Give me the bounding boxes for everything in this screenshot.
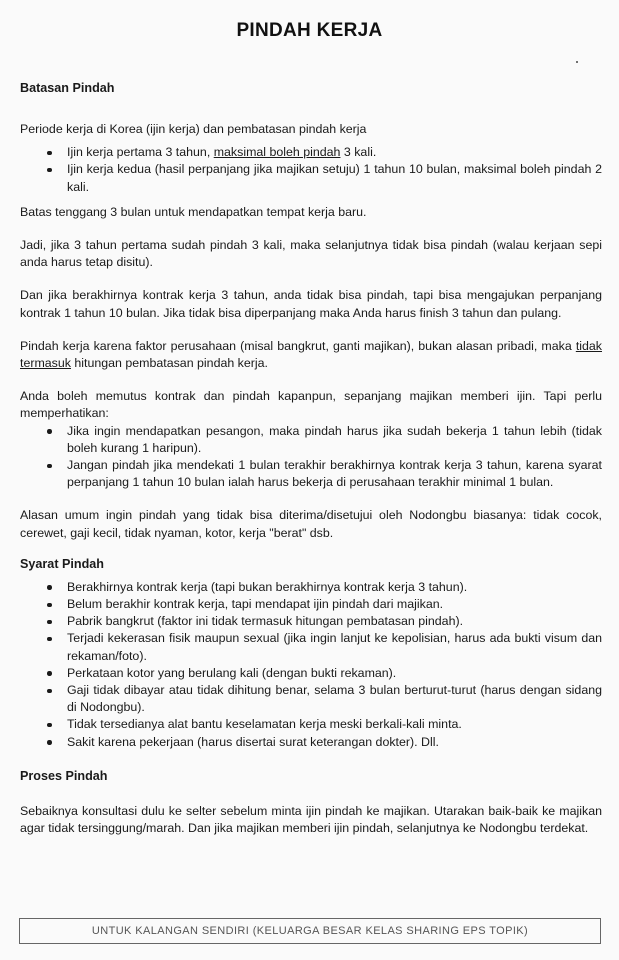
section-heading-syarat: Syarat Pindah [20, 556, 104, 571]
list-item: Gaji tidak dibayar atau tidak dihitung benar, selama 3 bulan berturut-turut (harus dengan sidang di Nodongbu). [20, 682, 602, 716]
paragraph: Alasan umum ingin pindah yang tidak bisa diterima/disetujui oleh Nodongbu biasanya: tidak cocok, cerewet, gaji kecil, tidak nyaman, kotor, kerja "berat" dsb. [20, 508, 602, 540]
paragraph: Anda boleh memutus kontrak dan pindah kapanpun, sepanjang majikan memberi ijin. Tapi perlu memperhatikan: [20, 389, 602, 421]
page-title: PINDAH KERJA [236, 20, 383, 41]
section-heading-batasan: Batasan Pindah [20, 81, 115, 95]
list-item: Jika ingin mendapatkan pesangon, maka pindah harus jika sudah bekerja 1 tahun lebih (tidak boleh kurang 1 haripun). [20, 423, 602, 457]
syarat-list [20, 579, 602, 751]
section-heading-proses: Proses Pindah [20, 768, 108, 783]
list-item: Terjadi kekerasan fisik maupun sexual (jika ingin lanjut ke kepolisian, harus ada bukti visum dan rekaman/foto). [20, 630, 602, 664]
footer-note: UNTUK KALANGAN SENDIRI (KELUARGA BESAR KELAS SHARING EPS TOPIK) [19, 918, 601, 944]
underlined-text: tidak termasuk [20, 338, 602, 371]
underlined-text: maksimal boleh pindah [213, 145, 341, 160]
list-item: Ijin kerja pertama 3 tahun, maksimal boleh pindah 3 kali. [20, 144, 602, 161]
list-item: Belum berakhir kontrak kerja, tapi mendapat ijin pindah dari majikan. [20, 596, 602, 613]
list-item: Perkataan kotor yang berulang kali (dengan bukti rekaman). [20, 665, 602, 682]
paragraph: Batas tenggang 3 bulan untuk mendapatkan tempat kerja baru. [20, 204, 367, 219]
consideration-list [20, 423, 602, 492]
paragraph: Dan jika berakhirnya kontrak kerja 3 tahun, anda tidak bisa pindah, tapi bisa mengajukan perpanjang kontrak 1 tahun 10 bulan. Jika tidak bisa diperpanjang maka Anda harus finish 3 tahun dan pulang. [20, 288, 602, 320]
paragraph: Jadi, jika 3 tahun pertama sudah pindah 3 kali, maka selanjutnya tidak bisa pindah (walau kerjaan sepi anda harus tetap disitu). [20, 238, 602, 270]
list-item: Jangan pindah jika mendekati 1 bulan terakhir berakhirnya kontrak kerja 3 tahun, karena syarat perpanjang 1 tahun 10 bulan ialah harus bekerja di perusahaan terakhir minimal 1 bulan. [20, 457, 602, 491]
document-body [20, 80, 602, 837]
list-item: Berakhirnya kontrak kerja (tapi bukan berakhirnya kontrak kerja 3 tahun). [20, 579, 602, 596]
batasan-list [20, 144, 602, 196]
batasan-intro: Periode kerja di Korea (ijin kerja) dan pembatasan pindah kerja [20, 122, 367, 136]
list-item: Ijin kerja kedua (hasil perpanjang jika majikan setuju) 1 tahun 10 bulan, maksimal boleh pindah 2 kali. [20, 161, 602, 195]
list-item: Tidak tersedianya alat bantu keselamatan kerja meski berkali-kali minta. [20, 716, 602, 733]
paragraph: Sebaiknya konsultasi dulu ke selter sebelum minta ijin pindah ke majikan. Utarakan baik-baik ke majikan agar tidak tersinggung/marah. Dan jika majikan memberi ijin pindah, selanjutnya ke Nodongbu terdekat. [20, 803, 602, 836]
paragraph: Pindah kerja karena faktor perusahaan (misal bangkrut, ganti majikan), bukan alasan pribadi, maka tidak termasuk hitungan pembatasan pindah kerja. [20, 338, 602, 371]
list-item: Pabrik bangkrut (faktor ini tidak termasuk hitungan pembatasan pindah). [20, 613, 602, 630]
list-item: Sakit karena pekerjaan (harus disertai surat keterangan dokter). Dll. [20, 734, 602, 751]
scan-speck [576, 61, 578, 63]
